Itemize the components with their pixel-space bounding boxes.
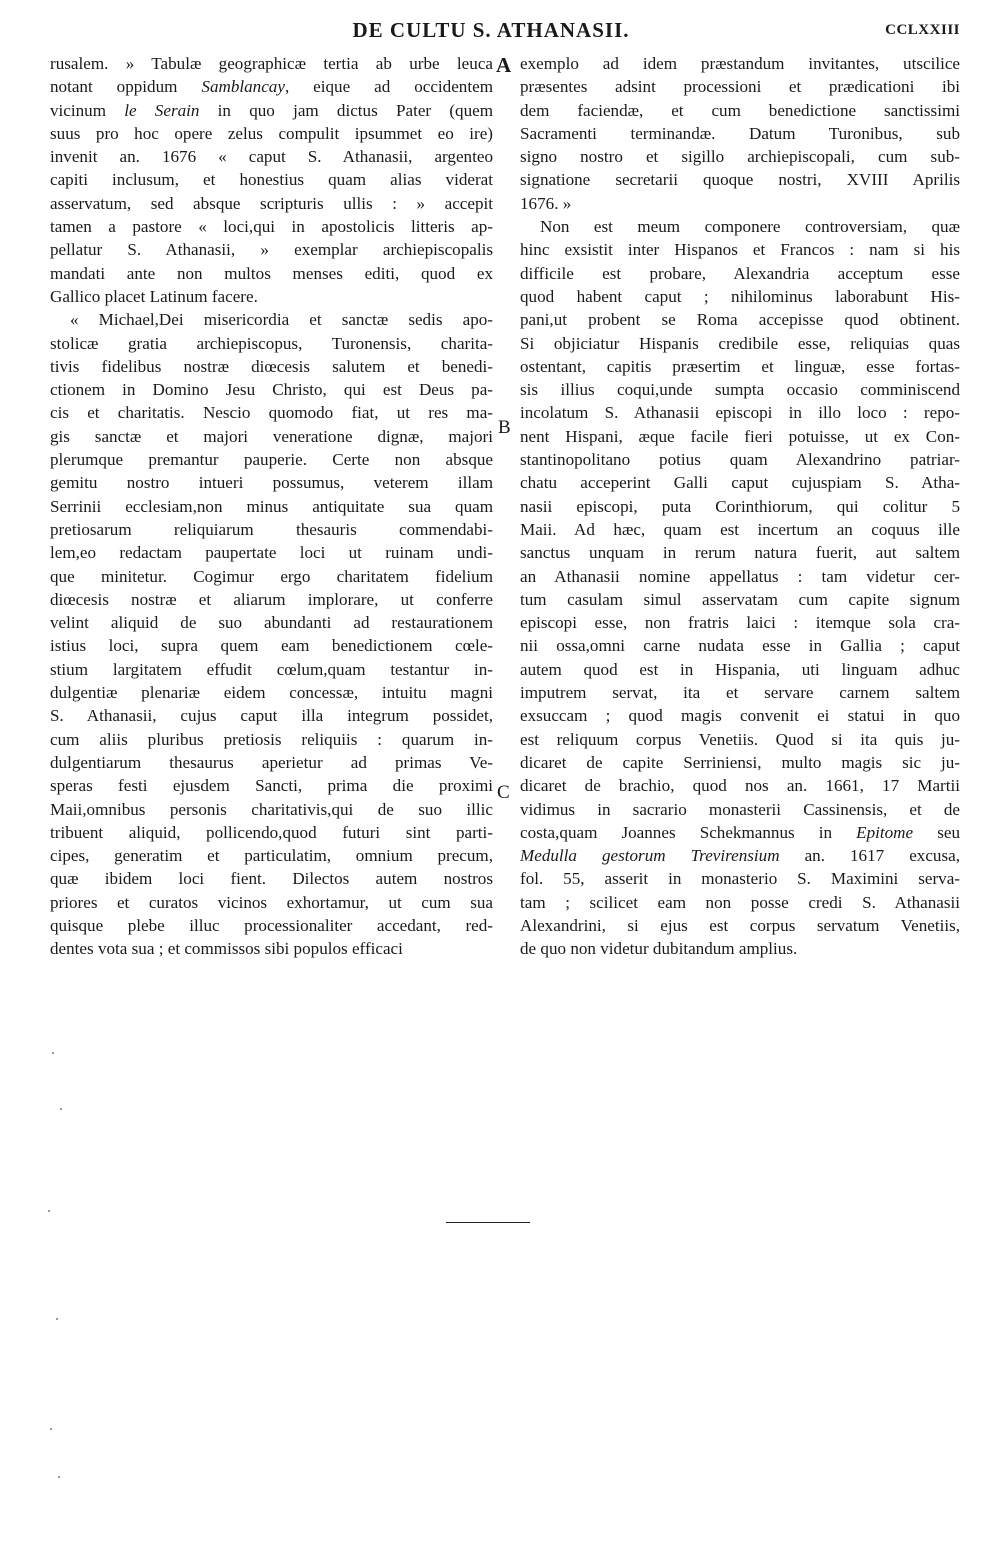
- text-line: quod habent caput ; nihilominus laborabunt His-: [520, 286, 960, 306]
- text-line: episcopi esse, non fratris laici : itemque sola cra-: [520, 613, 960, 633]
- text-line: vidimus in sacrario monasterii Cassinensis, et de: [520, 799, 960, 819]
- text-line: præsentes adsint processioni et prædicationi ibi: [520, 77, 960, 97]
- text-line: tamen a pastore « loci,qui in apostolicis litteris ap-: [50, 217, 493, 237]
- text-line: suus pro hoc opere zelus compulit ipsummet eo ire): [50, 123, 493, 143]
- text-line: Medulla gestorum Trevirensium an. 1617 excusa,: [520, 846, 960, 866]
- text-line: plerumque premantur pauperie. Certe non absque: [50, 450, 493, 470]
- text-line: hinc exsistit inter Hispanos et Francos : nam si his: [520, 240, 960, 260]
- text-line: Gallico placet Latinum facere.: [50, 286, 258, 306]
- text-line: gis sanctæ et majori veneratione dignæ, majori: [50, 426, 493, 446]
- text-line: diœcesis nostræ et aliarum implorare, ut conferre: [50, 589, 493, 609]
- text-line: rusalem. » Tabulæ geographicæ tertia ab urbe leuca: [50, 54, 493, 73]
- page-number: CCLXXIII: [885, 22, 960, 38]
- text-line: vicinum le Serain in quo jam dictus Pater (quem: [50, 100, 493, 120]
- text-line: velint aliquid de suo abundanti ad restaurationem: [50, 613, 493, 633]
- text-line: de quo non videtur dubitandum amplius.: [520, 939, 798, 959]
- text-line: nent Hispani, æque facile fieri potuisse, ut ex Con-: [520, 426, 960, 446]
- text-line: lem,eo redactam paupertate loci ut ruinam undi-: [50, 543, 493, 563]
- text-line: Si objiciatur Hispanis credibile esse, reliquias quas: [520, 333, 960, 353]
- text-line: an Athanasii nomine appellatus : tam videtur cer-: [520, 566, 960, 586]
- text-line: dicaret de brachio, quod nos an. 1661, 17 Martii: [520, 776, 960, 796]
- text-line: asservatum, sed absque scripturis ullis : » accepit: [50, 193, 493, 213]
- speck: [50, 1428, 52, 1430]
- text-line: Alexandrini, si ejus est corpus servatum Venetiis,: [520, 915, 960, 935]
- text-line: Maii. Ad hæc, quam est incertum an coquus ille: [520, 519, 960, 539]
- text-line: dicaret de capite Serriniensi, multo magis sic ju-: [520, 752, 960, 772]
- text-line: signatione secretarii quoque nostri, XVIII Aprilis: [520, 170, 960, 190]
- text-line: sanctus unquam in rerum natura fuerit, aut saltem: [520, 543, 960, 563]
- text-line: mandati ante non multos menses editi, quod ex: [50, 263, 493, 283]
- text-line: notant oppidum Samblancay, eique ad occidentem: [50, 77, 493, 97]
- text-line: tivis fidelibus nostræ diœcesis salutem et benedi-: [50, 356, 493, 376]
- text-line: istius loci, supra quem eam benedictionem cœle-: [50, 636, 493, 656]
- speck: [52, 1052, 54, 1054]
- text-line: ostentant, capitis præsertim et linguæ, esse fortas-: [520, 356, 960, 376]
- text-line: dem faciendæ, et cum benedictione sanctissimi: [520, 100, 960, 120]
- text-line: est reliquum corpus Venetiis. Quod si ita quis ju-: [520, 729, 960, 749]
- text-line: invenit an. 1676 « caput S. Athanasii, argenteo: [50, 147, 493, 167]
- speck: [58, 1476, 60, 1478]
- text-line: quæ ibidem loci fient. Dilectos autem nostros: [50, 869, 493, 889]
- text-line: gemitu nostro intueri possumus, veterem illam: [50, 473, 493, 493]
- text-line: Maii,omnibus personis charitativis,qui de suo illic: [50, 799, 493, 819]
- text-line: « Michael,Dei misericordia et sanctæ sedis apo-: [70, 310, 493, 330]
- text-line: incolatum S. Athanasii episcopi in illo loco : repo-: [520, 403, 960, 423]
- text-line: signo nostro et sigillo archiepiscopali, cum sub-: [520, 147, 960, 167]
- text-line: difficile est probare, Alexandria acceptum esse: [520, 263, 960, 283]
- end-rule: [446, 1222, 530, 1223]
- text-line: exsuccam ; quod magis convenit ei statui in quo: [520, 706, 960, 726]
- text-line: Non est meum componere controversiam, quæ: [540, 217, 960, 237]
- text-line: nii ossa,omni carne nudata esse in Gallia ; caput: [520, 636, 960, 656]
- text-line: costa,quam Joannes Schekmannus in Epitome seu: [520, 822, 960, 842]
- margin-marker-a: A: [496, 53, 512, 77]
- text-line: imputrem servat, ita et servare carnem saltem: [520, 683, 960, 703]
- text-line: que minitetur. Cogimur ergo charitatem fidelium: [50, 566, 493, 586]
- text-line: Serrinii ecclesiam,non minus antiquitate sua quam: [50, 496, 493, 516]
- text-line: cis et charitatis. Nescio quomodo fiat, ut res ma-: [50, 403, 493, 423]
- margin-marker-b: B: [498, 417, 511, 438]
- text-line: quisque plebe illuc processionaliter accedant, red-: [50, 915, 493, 935]
- text-line: cipes, generatim et particulatim, omnium precum,: [50, 846, 493, 866]
- text-line: tribuent aliquid, pollicendo,quod futuri sint parti-: [50, 822, 493, 842]
- text-line: sis illius coqui,unde sumpta occasio comminiscend: [520, 380, 960, 400]
- text-line: priores et curatos vicinos exhortamur, ut cum sua: [50, 892, 493, 912]
- text-line: pellatur S. Athanasii, » exemplar archiepiscopalis: [50, 240, 493, 260]
- text-line: stolicæ gratia archiepiscopus, Turonensis, charita-: [50, 333, 493, 353]
- running-head-title: DE CULTU S. ATHANASII.: [352, 18, 630, 42]
- right-column: [520, 52, 960, 961]
- text-line: tum casulam simul asservatam cum capite signum: [520, 589, 960, 609]
- text-line: stium largitatem effudit cœlum,quam testantur in-: [50, 659, 493, 679]
- text-line: dulgentiæ plenariæ eidem concessæ, intuitu magni: [50, 683, 493, 703]
- margin-marker-c: C: [497, 782, 510, 803]
- text-line: tam ; scilicet eam non posse credi S. Athanasii: [520, 892, 960, 912]
- speck: [60, 1108, 62, 1110]
- left-column: [50, 52, 493, 961]
- text-line: cum aliis pluribus pretiosis reliquiis : quarum in-: [50, 729, 493, 749]
- text-line: fol. 55, asserit in monasterio S. Maximini serva-: [520, 869, 960, 889]
- text-line: speras festi ejusdem Sancti, prima die proximi: [50, 776, 493, 796]
- speck: [56, 1318, 58, 1320]
- text-line: autem quod est in Hispania, uti linguam adhuc: [520, 659, 960, 679]
- text-line: 1676. »: [520, 193, 572, 213]
- text-line: Sacramenti terminandæ. Datum Turonibus, sub: [520, 123, 960, 143]
- text-line: exemplo ad idem præstandum invitantes, utscilice: [520, 54, 960, 73]
- text-line: capiti inclusum, et honestius quam alias viderat: [50, 170, 493, 190]
- text-line: dulgentiarum thesaurus aperietur ad primas Ve-: [50, 752, 493, 772]
- text-line: stantinopolitano potius quam Alexandrino patriar-: [520, 450, 960, 470]
- text-line: pretiosarum reliquiarum thesauris commendabi-: [50, 519, 493, 539]
- text-line: chatu acceperint Galli caput cujuspiam S. Atha-: [520, 473, 960, 493]
- text-line: dentes vota sua ; et commissos sibi populos efficaci: [50, 939, 403, 959]
- text-line: nasii episcopi, puta Corinthiorum, qui colitur 5: [520, 496, 960, 516]
- text-line: S. Athanasii, cujus caput illa integrum possidet,: [50, 706, 493, 726]
- text-line: pani,ut probent se Roma accepisse quod obtinent.: [520, 310, 960, 330]
- text-line: ctionem in Domino Jesu Christo, qui est Deus pa-: [50, 380, 493, 400]
- speck: [48, 1210, 50, 1212]
